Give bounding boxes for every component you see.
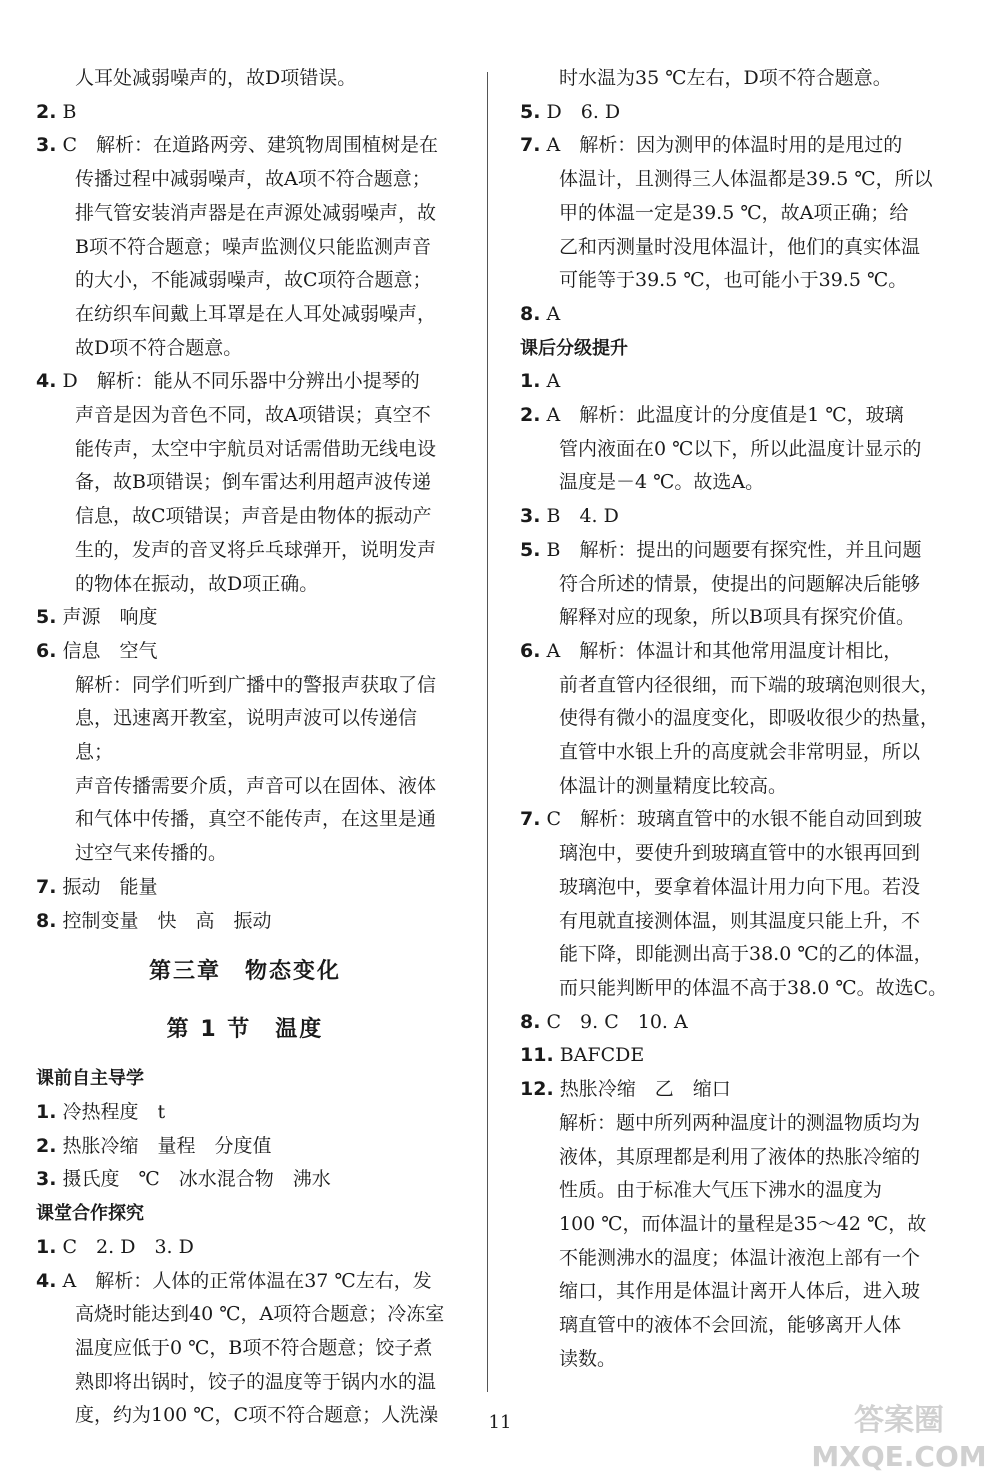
left-column	[36, 62, 454, 1433]
item-number: 8.	[520, 302, 541, 325]
item-text: 冷热程度 t	[62, 1100, 166, 1123]
answer-item	[36, 1130, 454, 1164]
answer-item	[520, 365, 960, 399]
text-line: 有甩就直接测体温，则其温度只能上升，不	[559, 909, 921, 932]
item-text: C 9. C 10. A	[546, 1010, 688, 1033]
text-line: 的物体在振动，故D项正确。	[75, 572, 319, 595]
text-line: 而只能判断甲的体温不高于38.0 ℃。故选C。	[559, 976, 948, 999]
chapter-title: 第三章 物态变化	[148, 959, 341, 985]
item-text: 热胀冷缩 乙 缩口	[559, 1078, 731, 1101]
answer-item	[520, 298, 960, 332]
answer-item	[36, 1265, 454, 1299]
item-text: B	[62, 100, 77, 123]
right-column	[520, 62, 960, 1376]
text-line: 在纺织车间戴上耳罩是在人耳处减弱噪声，	[75, 302, 437, 325]
answer-item	[36, 1163, 454, 1197]
text-line: 备，故B项错误；倒车雷达利用超声波传递	[75, 471, 431, 494]
item-number: 2.	[36, 1134, 57, 1157]
text-line: 和气体中传播，真空不能传声，在这里是通	[75, 808, 437, 831]
item-number: 6.	[36, 639, 57, 662]
text-line: 高烧时能达到40 ℃，A项符合题意；冷冻室	[75, 1303, 445, 1326]
subsection-heading: 课堂合作探究	[36, 1203, 144, 1225]
item-text: A	[546, 302, 561, 325]
text-line: 缩口，其作用是体温计离开人体后，进入玻	[559, 1280, 921, 1303]
answer-item	[36, 365, 454, 399]
item-text: D 6. D	[546, 100, 621, 123]
text-line: 体温计，且测得三人体温都是39.5 ℃，所以	[559, 168, 933, 191]
item-text: A 解析：此温度计的分度值是1 ℃，玻璃	[546, 404, 904, 427]
answer-item	[520, 399, 960, 433]
watermark-logo	[804, 1396, 994, 1476]
item-text: 热胀冷缩 量程 分度值	[62, 1134, 272, 1157]
item-number: 5.	[36, 606, 57, 629]
text-line: 温度是－4 ℃。故选A。	[559, 471, 765, 494]
item-number: 1.	[36, 1235, 57, 1258]
item-number: 11.	[520, 1044, 554, 1067]
text-line: 璃直管中的液体不会回流，能够离开人体	[559, 1314, 902, 1337]
item-number: 7.	[36, 875, 57, 898]
item-number: 4.	[36, 370, 57, 393]
answer-item	[520, 635, 960, 669]
answer-item	[520, 129, 960, 163]
item-text: A 解析：人体的正常体温在37 ℃左右，发	[62, 1269, 432, 1292]
item-number: 2.	[36, 100, 57, 123]
section-title: 第 1 节 温度	[166, 1017, 324, 1043]
text-line: 性质。由于标准大气压下沸水的温度为	[559, 1179, 883, 1202]
text-line: 直管中水银上升的高度就会非常明显，所以	[559, 741, 921, 764]
text-line: 甲的体温一定是39.5 ℃，故A项正确；给	[559, 201, 909, 224]
item-text: 振动 能量	[62, 875, 158, 898]
item-text: C 解析：玻璃直管中的水银不能自动回到玻	[546, 808, 923, 831]
answer-item	[36, 129, 454, 163]
item-number: 8.	[36, 909, 57, 932]
item-text: BAFCDE	[559, 1044, 645, 1067]
text-line: 解析：题中所列两种温度计的测温物质均为	[559, 1111, 921, 1134]
item-number: 1.	[520, 370, 541, 393]
page-number: 11	[488, 1412, 512, 1433]
item-text: A 解析：因为测甲的体温时用的是甩过的	[546, 134, 903, 157]
text-line: 能传声，太空中宇航员对话需借助无线电设	[75, 437, 437, 460]
answer-item	[520, 1073, 960, 1107]
answer-item	[520, 96, 960, 130]
item-number: 6.	[520, 639, 541, 662]
text-line: 排气管安装消声器是在声源处减弱噪声，故	[75, 201, 437, 224]
item-text: B 4. D	[546, 505, 619, 528]
item-number: 3.	[36, 134, 57, 157]
text-line: 的大小，不能减弱噪声，故C项符合题意；	[75, 269, 432, 292]
item-number: 7.	[520, 134, 541, 157]
text-line: 玻璃泡中，要拿着体温计用力向下甩。若没	[559, 875, 921, 898]
answer-item	[36, 1096, 454, 1130]
answer-item	[520, 1039, 960, 1073]
text-line: 乙和丙测量时没甩体温计，他们的真实体温	[559, 235, 921, 258]
watermark-top: 答案圈	[854, 1403, 944, 1438]
text-line: 声音是因为音色不同，故A项错误；真空不	[75, 404, 431, 427]
text-line: 使得有微小的温度变化，即吸收很少的热量，	[559, 707, 940, 730]
answer-item	[520, 534, 960, 568]
text-line: B项不符合题意；噪声监测仪只能监测声音	[75, 235, 431, 258]
item-text: A 解析：体温计和其他常用温度计相比，	[546, 639, 903, 662]
text-line: 人耳处减弱噪声的，故D项错误。	[75, 67, 357, 89]
text-line: 前者直管内径很细，而下端的玻璃泡则很大，	[559, 673, 940, 696]
subsection-heading: 课后分级提升	[520, 337, 628, 359]
item-text: 声源 响度	[62, 606, 158, 629]
item-number: 5.	[520, 100, 541, 123]
text-line: 传播过程中减弱噪声，故A项不符合题意；	[75, 168, 431, 191]
answer-item	[36, 601, 454, 635]
item-number: 4.	[36, 1269, 57, 1292]
item-number: 5.	[520, 538, 541, 561]
item-number: 1.	[36, 1100, 57, 1123]
text-line: 能下降，即能测出高于38.0 ℃的乙的体温，	[559, 943, 933, 966]
item-number: 7.	[520, 808, 541, 831]
item-number: 3.	[520, 505, 541, 528]
text-line: 时水温为35 ℃左右，D项不符合题意。	[559, 67, 892, 89]
item-text: B 解析：提出的问题要有探究性，并且问题	[546, 538, 922, 561]
item-number: 8.	[520, 1010, 541, 1033]
item-text: 摄氏度 ℃ 冰水混合物 沸水	[62, 1168, 331, 1191]
answer-item	[36, 871, 454, 905]
item-text: A	[546, 370, 561, 393]
text-line: 信息，故C项错误；声音是由物体的振动产	[75, 505, 432, 528]
text-line: 故D项不符合题意。	[75, 336, 243, 359]
text-line: 过空气来传播的。	[75, 842, 228, 865]
item-text: D 解析：能从不同乐器中分辨出小提琴的	[62, 370, 420, 393]
answer-item	[36, 905, 454, 939]
text-line: 声音传播需要介质，声音可以在固体、液体	[75, 774, 437, 797]
subsection-heading: 课前自主导学	[36, 1068, 144, 1090]
answer-item	[520, 500, 960, 534]
text-line: 熟即将出锅时，饺子的温度等于锅内水的温	[75, 1370, 437, 1393]
text-line: 管内液面在0 ℃以下，所以此温度计显示的	[559, 437, 922, 460]
answer-item	[36, 96, 454, 130]
item-text: C 解析：在道路两旁、建筑物周围植树是在	[62, 134, 439, 157]
text-line: 温度应低于0 ℃，B项不符合题意；饺子煮	[75, 1336, 433, 1359]
text-line: 度，约为100 ℃，C项不符合题意；人洗澡	[75, 1404, 439, 1427]
text-line: 不能测沸水的温度；体温计液泡上部有一个	[559, 1246, 921, 1269]
text-line: 100 ℃，而体温计的量程是35～42 ℃，故	[559, 1212, 927, 1235]
text-line: 生的，发声的音叉将乒乓球弹开，说明发声	[75, 538, 437, 561]
text-line: 解释对应的现象，所以B项具有探究价值。	[559, 606, 915, 629]
text-line: 息，迅速离开教室，说明声波可以传递信息；	[75, 707, 418, 764]
text-line: 璃泡中，要使升到玻璃直管中的水银再回到	[559, 842, 921, 865]
text-line: 液体，其原理都是利用了液体的热胀冷缩的	[559, 1145, 921, 1168]
answer-item	[36, 635, 454, 669]
item-number: 3.	[36, 1168, 57, 1191]
answer-item	[520, 1006, 960, 1040]
item-number: 12.	[520, 1078, 554, 1101]
text-line: 符合所述的情景，使提出的问题解决后能够	[559, 572, 921, 595]
item-text: 控制变量 快 高 振动	[62, 909, 272, 932]
answer-item	[36, 1231, 454, 1265]
answer-item	[520, 803, 960, 837]
item-text: C 2. D 3. D	[62, 1235, 194, 1258]
item-number: 2.	[520, 404, 541, 427]
text-line: 体温计的测量精度比较高。	[559, 774, 788, 797]
item-text: 信息 空气	[62, 639, 158, 662]
watermark-bottom: MXQE.COM	[811, 1440, 987, 1473]
text-line: 解析：同学们听到广播中的警报声获取了信	[75, 673, 437, 696]
text-line: 读数。	[559, 1347, 617, 1370]
text-line: 可能等于39.5 ℃，也可能小于39.5 ℃。	[559, 269, 908, 292]
column-divider	[487, 72, 488, 1392]
